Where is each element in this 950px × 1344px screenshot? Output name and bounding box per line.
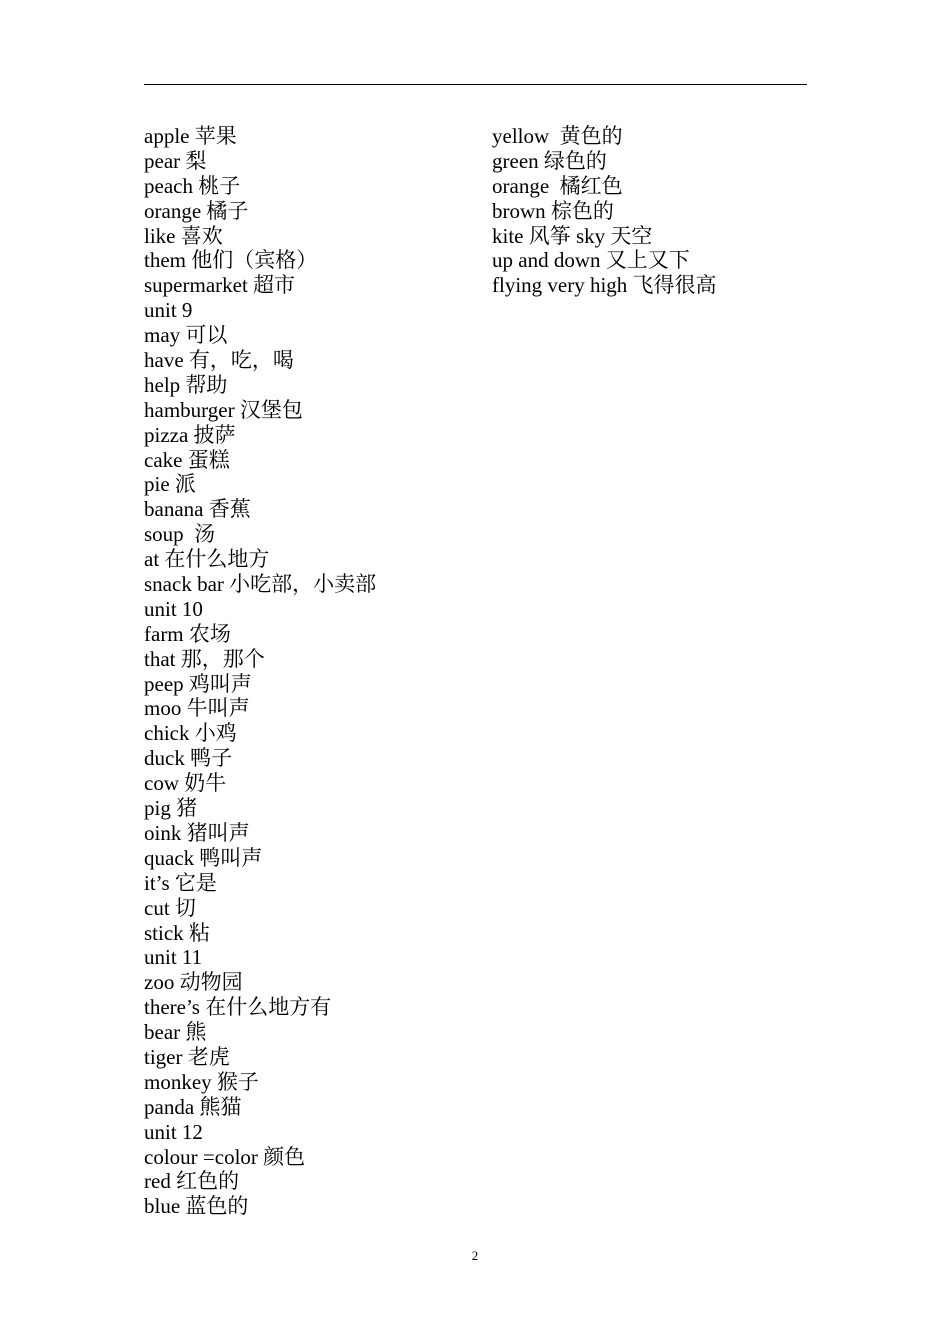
vocabulary-list-right: [492, 124, 812, 298]
vocabulary-entry: brown 棕色的: [492, 198, 614, 223]
vocabulary-entry: cake 蛋糕: [144, 447, 230, 472]
vocabulary-entry: unit 9: [144, 298, 193, 323]
vocabulary-entry: up and down 又上又下: [492, 248, 690, 273]
vocabulary-entry: stick 粘: [144, 920, 210, 945]
vocabulary-entry: unit 10: [144, 596, 203, 621]
vocabulary-entry: supermarket 超市: [144, 273, 296, 298]
vocabulary-entry: pear 梨: [144, 148, 207, 173]
vocabulary-entry: blue 蓝色的: [144, 1194, 249, 1219]
vocabulary-entry: like 喜欢: [144, 223, 223, 248]
vocabulary-entry: oink 猪叫声: [144, 820, 250, 845]
vocabulary-entry: panda 熊猫: [144, 1094, 242, 1119]
vocabulary-entry: zoo 动物园: [144, 970, 243, 995]
vocabulary-entry: unit 12: [144, 1119, 203, 1144]
vocabulary-entry: peep 鸡叫声: [144, 671, 252, 696]
vocabulary-entry: soup 汤: [144, 522, 216, 547]
vocabulary-entry: it’s 它是: [144, 870, 217, 895]
header-rule: [144, 84, 807, 85]
vocabulary-entry: apple 苹果: [144, 124, 237, 148]
vocabulary-entry: duck 鸭子: [144, 746, 233, 771]
vocabulary-entry: moo 牛叫声: [144, 696, 250, 721]
vocabulary-entry: kite 风筝 sky 天空: [492, 223, 653, 248]
vocabulary-entry: that 那，那个: [144, 646, 265, 671]
vocabulary-entry: have 有，吃，喝: [144, 348, 294, 373]
vocabulary-entry: orange 橘红色: [492, 173, 623, 198]
vocabulary-entry: at 在什么地方: [144, 547, 270, 572]
vocabulary-entry: orange 橘子: [144, 198, 249, 223]
vocabulary-entry: snack bar 小吃部，小卖部: [144, 572, 377, 597]
vocabulary-entry: hamburger 汉堡包: [144, 397, 303, 422]
vocabulary-entry: pizza 披萨: [144, 422, 236, 447]
vocabulary-entry: there’s 在什么地方有: [144, 995, 332, 1020]
vocabulary-entry: farm 农场: [144, 621, 231, 646]
vocabulary-entry: monkey 猴子: [144, 1069, 259, 1094]
vocabulary-entry: cut 切: [144, 895, 196, 920]
vocabulary-entry: peach 桃子: [144, 173, 241, 198]
vocabulary-entry: unit 11: [144, 945, 203, 970]
vocabulary-entry: banana 香蕉: [144, 497, 251, 522]
vocabulary-entry: yellow 黄色的: [492, 124, 623, 148]
page-number: 2: [471, 1248, 479, 1263]
vocabulary-entry: green 绿色的: [492, 148, 607, 173]
vocabulary-entry: quack 鸭叫声: [144, 845, 263, 870]
vocabulary-entry: flying very high 飞得很高: [492, 273, 717, 298]
vocabulary-entry: them 他们（宾格）: [144, 248, 318, 273]
vocabulary-entry: red 红色的: [144, 1169, 240, 1194]
vocabulary-entry: cow 奶牛: [144, 771, 227, 796]
vocabulary-entry: colour =color 颜色: [144, 1144, 306, 1169]
vocabulary-entry: pie 派: [144, 472, 196, 497]
vocabulary-list-left: [144, 124, 474, 1219]
vocabulary-entry: bear 熊: [144, 1020, 207, 1045]
vocabulary-entry: may 可以: [144, 323, 228, 348]
vocabulary-entry: tiger 老虎: [144, 1044, 230, 1069]
vocabulary-entry: chick 小鸡: [144, 721, 237, 746]
vocabulary-entry: pig 猪: [144, 796, 198, 821]
vocabulary-entry: help 帮助: [144, 372, 228, 397]
